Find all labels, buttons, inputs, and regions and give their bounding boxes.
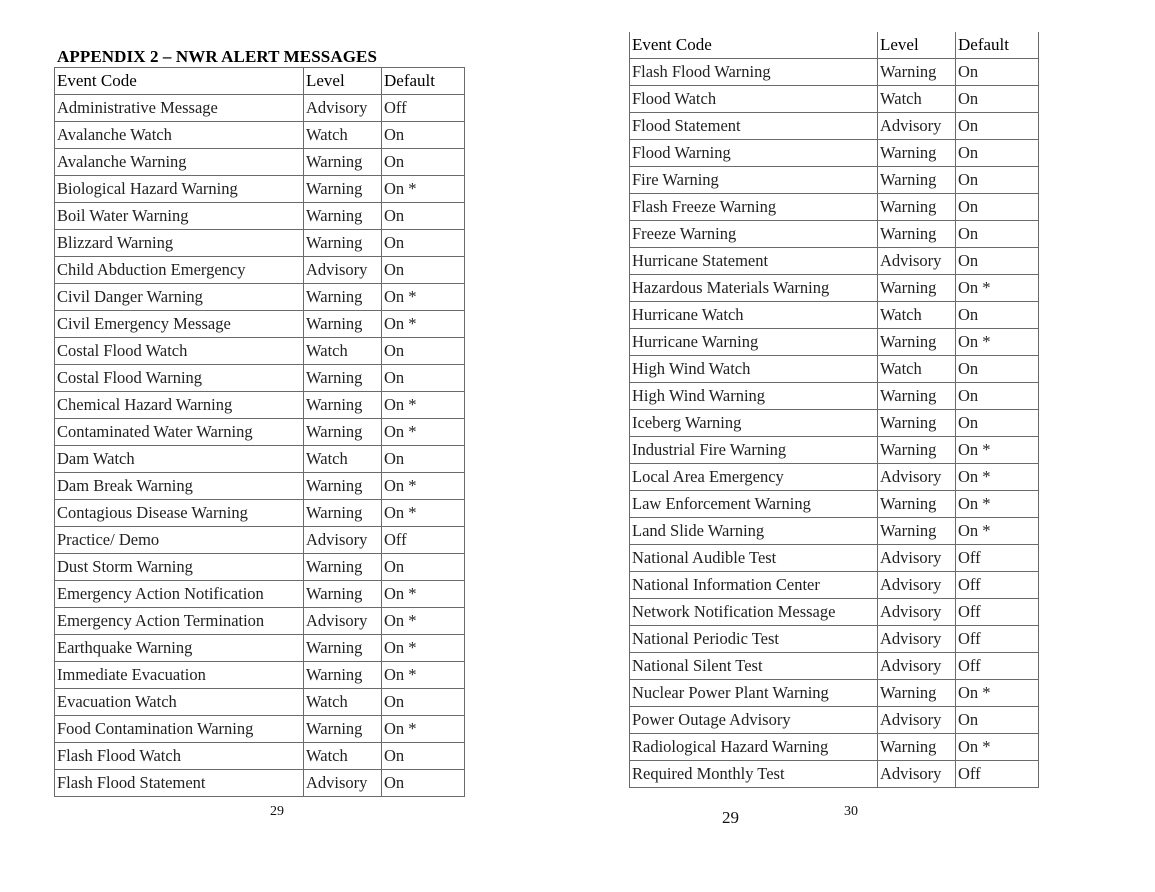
cell-event-code: Civil Emergency Message	[55, 311, 304, 338]
cell-default: Off	[382, 527, 465, 554]
cell-level: Warning	[304, 581, 382, 608]
cell-level: Advisory	[878, 653, 956, 680]
cell-default: On	[382, 770, 465, 797]
cell-level: Watch	[878, 86, 956, 113]
cell-default: On	[956, 302, 1039, 329]
cell-level: Warning	[304, 392, 382, 419]
cell-event-code: Emergency Action Termination	[55, 608, 304, 635]
cell-default: Off	[956, 761, 1039, 788]
cell-default: On	[956, 86, 1039, 113]
column-header-event-code: Event Code	[55, 68, 304, 95]
cell-level: Warning	[878, 437, 956, 464]
cell-default: On	[956, 167, 1039, 194]
cell-event-code: Avalanche Warning	[55, 149, 304, 176]
cell-event-code: Emergency Action Notification	[55, 581, 304, 608]
cell-level: Warning	[878, 518, 956, 545]
cell-level: Watch	[878, 356, 956, 383]
cell-level: Warning	[304, 554, 382, 581]
cell-event-code: Dust Storm Warning	[55, 554, 304, 581]
cell-event-code: Iceberg Warning	[630, 410, 878, 437]
cell-level: Warning	[878, 221, 956, 248]
cell-event-code: High Wind Warning	[630, 383, 878, 410]
table-row	[55, 230, 465, 257]
column-header-event-code: Event Code	[630, 32, 878, 59]
cell-event-code: Earthquake Warning	[55, 635, 304, 662]
cell-default: On	[956, 356, 1039, 383]
cell-default: On	[382, 230, 465, 257]
cell-default: Off	[956, 653, 1039, 680]
cell-event-code: Flood Warning	[630, 140, 878, 167]
cell-default: On *	[382, 176, 465, 203]
cell-event-code: Hurricane Statement	[630, 248, 878, 275]
cell-event-code: Administrative Message	[55, 95, 304, 122]
cell-level: Advisory	[304, 527, 382, 554]
cell-event-code: Costal Flood Warning	[55, 365, 304, 392]
cell-event-code: Radiological Hazard Warning	[630, 734, 878, 761]
cell-level: Warning	[304, 149, 382, 176]
cell-default: On *	[956, 275, 1039, 302]
cell-event-code: Hurricane Watch	[630, 302, 878, 329]
table-row	[630, 734, 1039, 761]
cell-level: Watch	[878, 302, 956, 329]
cell-event-code: Local Area Emergency	[630, 464, 878, 491]
table-row	[630, 572, 1039, 599]
cell-default: On	[382, 338, 465, 365]
cell-event-code: National Information Center	[630, 572, 878, 599]
table-row	[55, 770, 465, 797]
cell-level: Watch	[304, 446, 382, 473]
cell-event-code: Costal Flood Watch	[55, 338, 304, 365]
table-row	[55, 500, 465, 527]
cell-level: Watch	[304, 338, 382, 365]
cell-default: On *	[382, 662, 465, 689]
column-header-level: Level	[878, 32, 956, 59]
cell-event-code: Evacuation Watch	[55, 689, 304, 716]
cell-default: Off	[956, 599, 1039, 626]
cell-default: On	[956, 707, 1039, 734]
cell-level: Warning	[304, 635, 382, 662]
cell-level: Warning	[304, 311, 382, 338]
cell-level: Advisory	[304, 95, 382, 122]
table-row	[630, 167, 1039, 194]
table-row	[630, 113, 1039, 140]
table-row	[55, 554, 465, 581]
page-number-right-a: 29	[722, 808, 739, 827]
table-row	[55, 446, 465, 473]
cell-level: Advisory	[304, 770, 382, 797]
cell-event-code: Contaminated Water Warning	[55, 419, 304, 446]
cell-event-code: Power Outage Advisory	[630, 707, 878, 734]
cell-default: On *	[382, 716, 465, 743]
cell-event-code: Required Monthly Test	[630, 761, 878, 788]
cell-event-code: Fire Warning	[630, 167, 878, 194]
cell-event-code: Blizzard Warning	[55, 230, 304, 257]
table-row	[630, 464, 1039, 491]
cell-event-code: Child Abduction Emergency	[55, 257, 304, 284]
cell-level: Watch	[304, 689, 382, 716]
cell-event-code: Dam Break Warning	[55, 473, 304, 500]
cell-default: On *	[382, 419, 465, 446]
cell-default: Off	[382, 95, 465, 122]
cell-default: On	[956, 194, 1039, 221]
table-row	[630, 707, 1039, 734]
table-row	[630, 140, 1039, 167]
table-row	[55, 662, 465, 689]
column-header-default: Default	[382, 68, 465, 95]
cell-level: Warning	[304, 230, 382, 257]
cell-default: On	[382, 149, 465, 176]
cell-level: Warning	[304, 473, 382, 500]
table-header-row	[630, 32, 1039, 59]
table-row	[55, 311, 465, 338]
table-row	[630, 545, 1039, 572]
table-row	[55, 635, 465, 662]
table-row	[55, 419, 465, 446]
table-row	[55, 392, 465, 419]
table-row	[55, 365, 465, 392]
cell-level: Warning	[304, 203, 382, 230]
cell-level: Warning	[878, 680, 956, 707]
cell-default: On	[956, 140, 1039, 167]
cell-default: On	[382, 743, 465, 770]
cell-event-code: Freeze Warning	[630, 221, 878, 248]
cell-default: On	[956, 383, 1039, 410]
cell-level: Advisory	[878, 761, 956, 788]
table-row	[630, 680, 1039, 707]
cell-default: On	[382, 446, 465, 473]
cell-event-code: High Wind Watch	[630, 356, 878, 383]
cell-event-code: Hazardous Materials Warning	[630, 275, 878, 302]
table-row	[630, 437, 1039, 464]
cell-level: Advisory	[878, 572, 956, 599]
cell-level: Warning	[878, 167, 956, 194]
cell-event-code: Hurricane Warning	[630, 329, 878, 356]
table-row	[630, 248, 1039, 275]
table-row	[630, 653, 1039, 680]
cell-level: Warning	[878, 275, 956, 302]
cell-level: Warning	[304, 662, 382, 689]
cell-default: On	[956, 113, 1039, 140]
cell-event-code: National Audible Test	[630, 545, 878, 572]
cell-level: Warning	[878, 140, 956, 167]
cell-event-code: Flash Flood Warning	[630, 59, 878, 86]
cell-default: On *	[956, 491, 1039, 518]
cell-level: Warning	[878, 329, 956, 356]
cell-event-code: Practice/ Demo	[55, 527, 304, 554]
cell-level: Warning	[304, 284, 382, 311]
cell-default: On	[956, 59, 1039, 86]
cell-level: Advisory	[878, 707, 956, 734]
table-row	[55, 581, 465, 608]
cell-level: Warning	[878, 194, 956, 221]
cell-default: On *	[382, 284, 465, 311]
table-row	[630, 491, 1039, 518]
cell-event-code: Food Contamination Warning	[55, 716, 304, 743]
table-row	[630, 626, 1039, 653]
page-title: APPENDIX 2 – NWR ALERT MESSAGES	[57, 47, 378, 66]
cell-event-code: Chemical Hazard Warning	[55, 392, 304, 419]
table-row	[55, 527, 465, 554]
cell-default: On	[956, 248, 1039, 275]
cell-level: Advisory	[878, 626, 956, 653]
cell-default: On *	[956, 437, 1039, 464]
table-row	[55, 473, 465, 500]
table-row	[630, 86, 1039, 113]
cell-default: On *	[956, 680, 1039, 707]
cell-level: Advisory	[878, 599, 956, 626]
table-row	[630, 194, 1039, 221]
table-row	[630, 356, 1039, 383]
cell-default: On	[382, 203, 465, 230]
page-number-right-b: 30	[844, 804, 858, 819]
page-number-left: 29	[270, 804, 284, 819]
cell-level: Warning	[304, 500, 382, 527]
cell-event-code: Land Slide Warning	[630, 518, 878, 545]
cell-event-code: Flood Statement	[630, 113, 878, 140]
cell-level: Advisory	[304, 257, 382, 284]
table-row	[55, 743, 465, 770]
cell-default: On	[382, 122, 465, 149]
column-header-level: Level	[304, 68, 382, 95]
cell-event-code: Biological Hazard Warning	[55, 176, 304, 203]
cell-default: On	[956, 410, 1039, 437]
cell-default: On	[382, 257, 465, 284]
cell-level: Advisory	[878, 464, 956, 491]
cell-level: Warning	[304, 365, 382, 392]
cell-level: Watch	[304, 743, 382, 770]
cell-event-code: Dam Watch	[55, 446, 304, 473]
cell-level: Advisory	[878, 545, 956, 572]
table-row	[55, 149, 465, 176]
cell-default: On *	[382, 392, 465, 419]
cell-event-code: Civil Danger Warning	[55, 284, 304, 311]
table-row	[630, 410, 1039, 437]
table-row	[630, 59, 1039, 86]
cell-default: On	[382, 689, 465, 716]
cell-default: On *	[382, 581, 465, 608]
cell-event-code: Network Notification Message	[630, 599, 878, 626]
table-row	[55, 122, 465, 149]
cell-event-code: Law Enforcement Warning	[630, 491, 878, 518]
cell-default: On	[956, 221, 1039, 248]
cell-event-code: Nuclear Power Plant Warning	[630, 680, 878, 707]
table-row	[55, 257, 465, 284]
cell-event-code: Industrial Fire Warning	[630, 437, 878, 464]
cell-default: On *	[956, 734, 1039, 761]
alert-table-right	[629, 32, 1039, 788]
cell-level: Warning	[878, 491, 956, 518]
cell-level: Warning	[304, 419, 382, 446]
table-header-row	[55, 68, 465, 95]
cell-default: Off	[956, 572, 1039, 599]
cell-event-code: Contagious Disease Warning	[55, 500, 304, 527]
table-row	[55, 176, 465, 203]
cell-level: Watch	[304, 122, 382, 149]
cell-default: Off	[956, 545, 1039, 572]
table-row	[630, 302, 1039, 329]
cell-event-code: Flash Flood Statement	[55, 770, 304, 797]
cell-default: Off	[956, 626, 1039, 653]
table-row	[630, 518, 1039, 545]
table-row	[55, 689, 465, 716]
cell-event-code: Flash Flood Watch	[55, 743, 304, 770]
table-row	[630, 275, 1039, 302]
cell-level: Advisory	[304, 608, 382, 635]
table-row	[55, 338, 465, 365]
cell-event-code: Immediate Evacuation	[55, 662, 304, 689]
table-row	[630, 599, 1039, 626]
cell-event-code: Boil Water Warning	[55, 203, 304, 230]
cell-default: On *	[382, 311, 465, 338]
cell-event-code: National Periodic Test	[630, 626, 878, 653]
table-row	[630, 383, 1039, 410]
cell-default: On	[382, 365, 465, 392]
cell-default: On *	[382, 500, 465, 527]
cell-level: Warning	[878, 410, 956, 437]
table-row	[55, 203, 465, 230]
cell-default: On *	[956, 464, 1039, 491]
cell-default: On	[382, 554, 465, 581]
table-row	[630, 761, 1039, 788]
cell-default: On *	[382, 608, 465, 635]
table-row	[55, 284, 465, 311]
cell-event-code: Flash Freeze Warning	[630, 194, 878, 221]
column-header-default: Default	[956, 32, 1039, 59]
cell-level: Warning	[878, 59, 956, 86]
cell-level: Advisory	[878, 113, 956, 140]
cell-level: Advisory	[878, 248, 956, 275]
cell-default: On *	[382, 635, 465, 662]
table-row	[630, 221, 1039, 248]
table-row	[55, 608, 465, 635]
table-row	[630, 329, 1039, 356]
table-row	[55, 716, 465, 743]
cell-event-code: National Silent Test	[630, 653, 878, 680]
alert-table-left	[54, 67, 465, 797]
cell-default: On *	[956, 329, 1039, 356]
cell-level: Warning	[878, 383, 956, 410]
cell-default: On *	[956, 518, 1039, 545]
cell-level: Warning	[304, 716, 382, 743]
table-row	[55, 95, 465, 122]
cell-default: On *	[382, 473, 465, 500]
cell-level: Warning	[878, 734, 956, 761]
cell-event-code: Flood Watch	[630, 86, 878, 113]
cell-level: Warning	[304, 176, 382, 203]
cell-event-code: Avalanche Watch	[55, 122, 304, 149]
